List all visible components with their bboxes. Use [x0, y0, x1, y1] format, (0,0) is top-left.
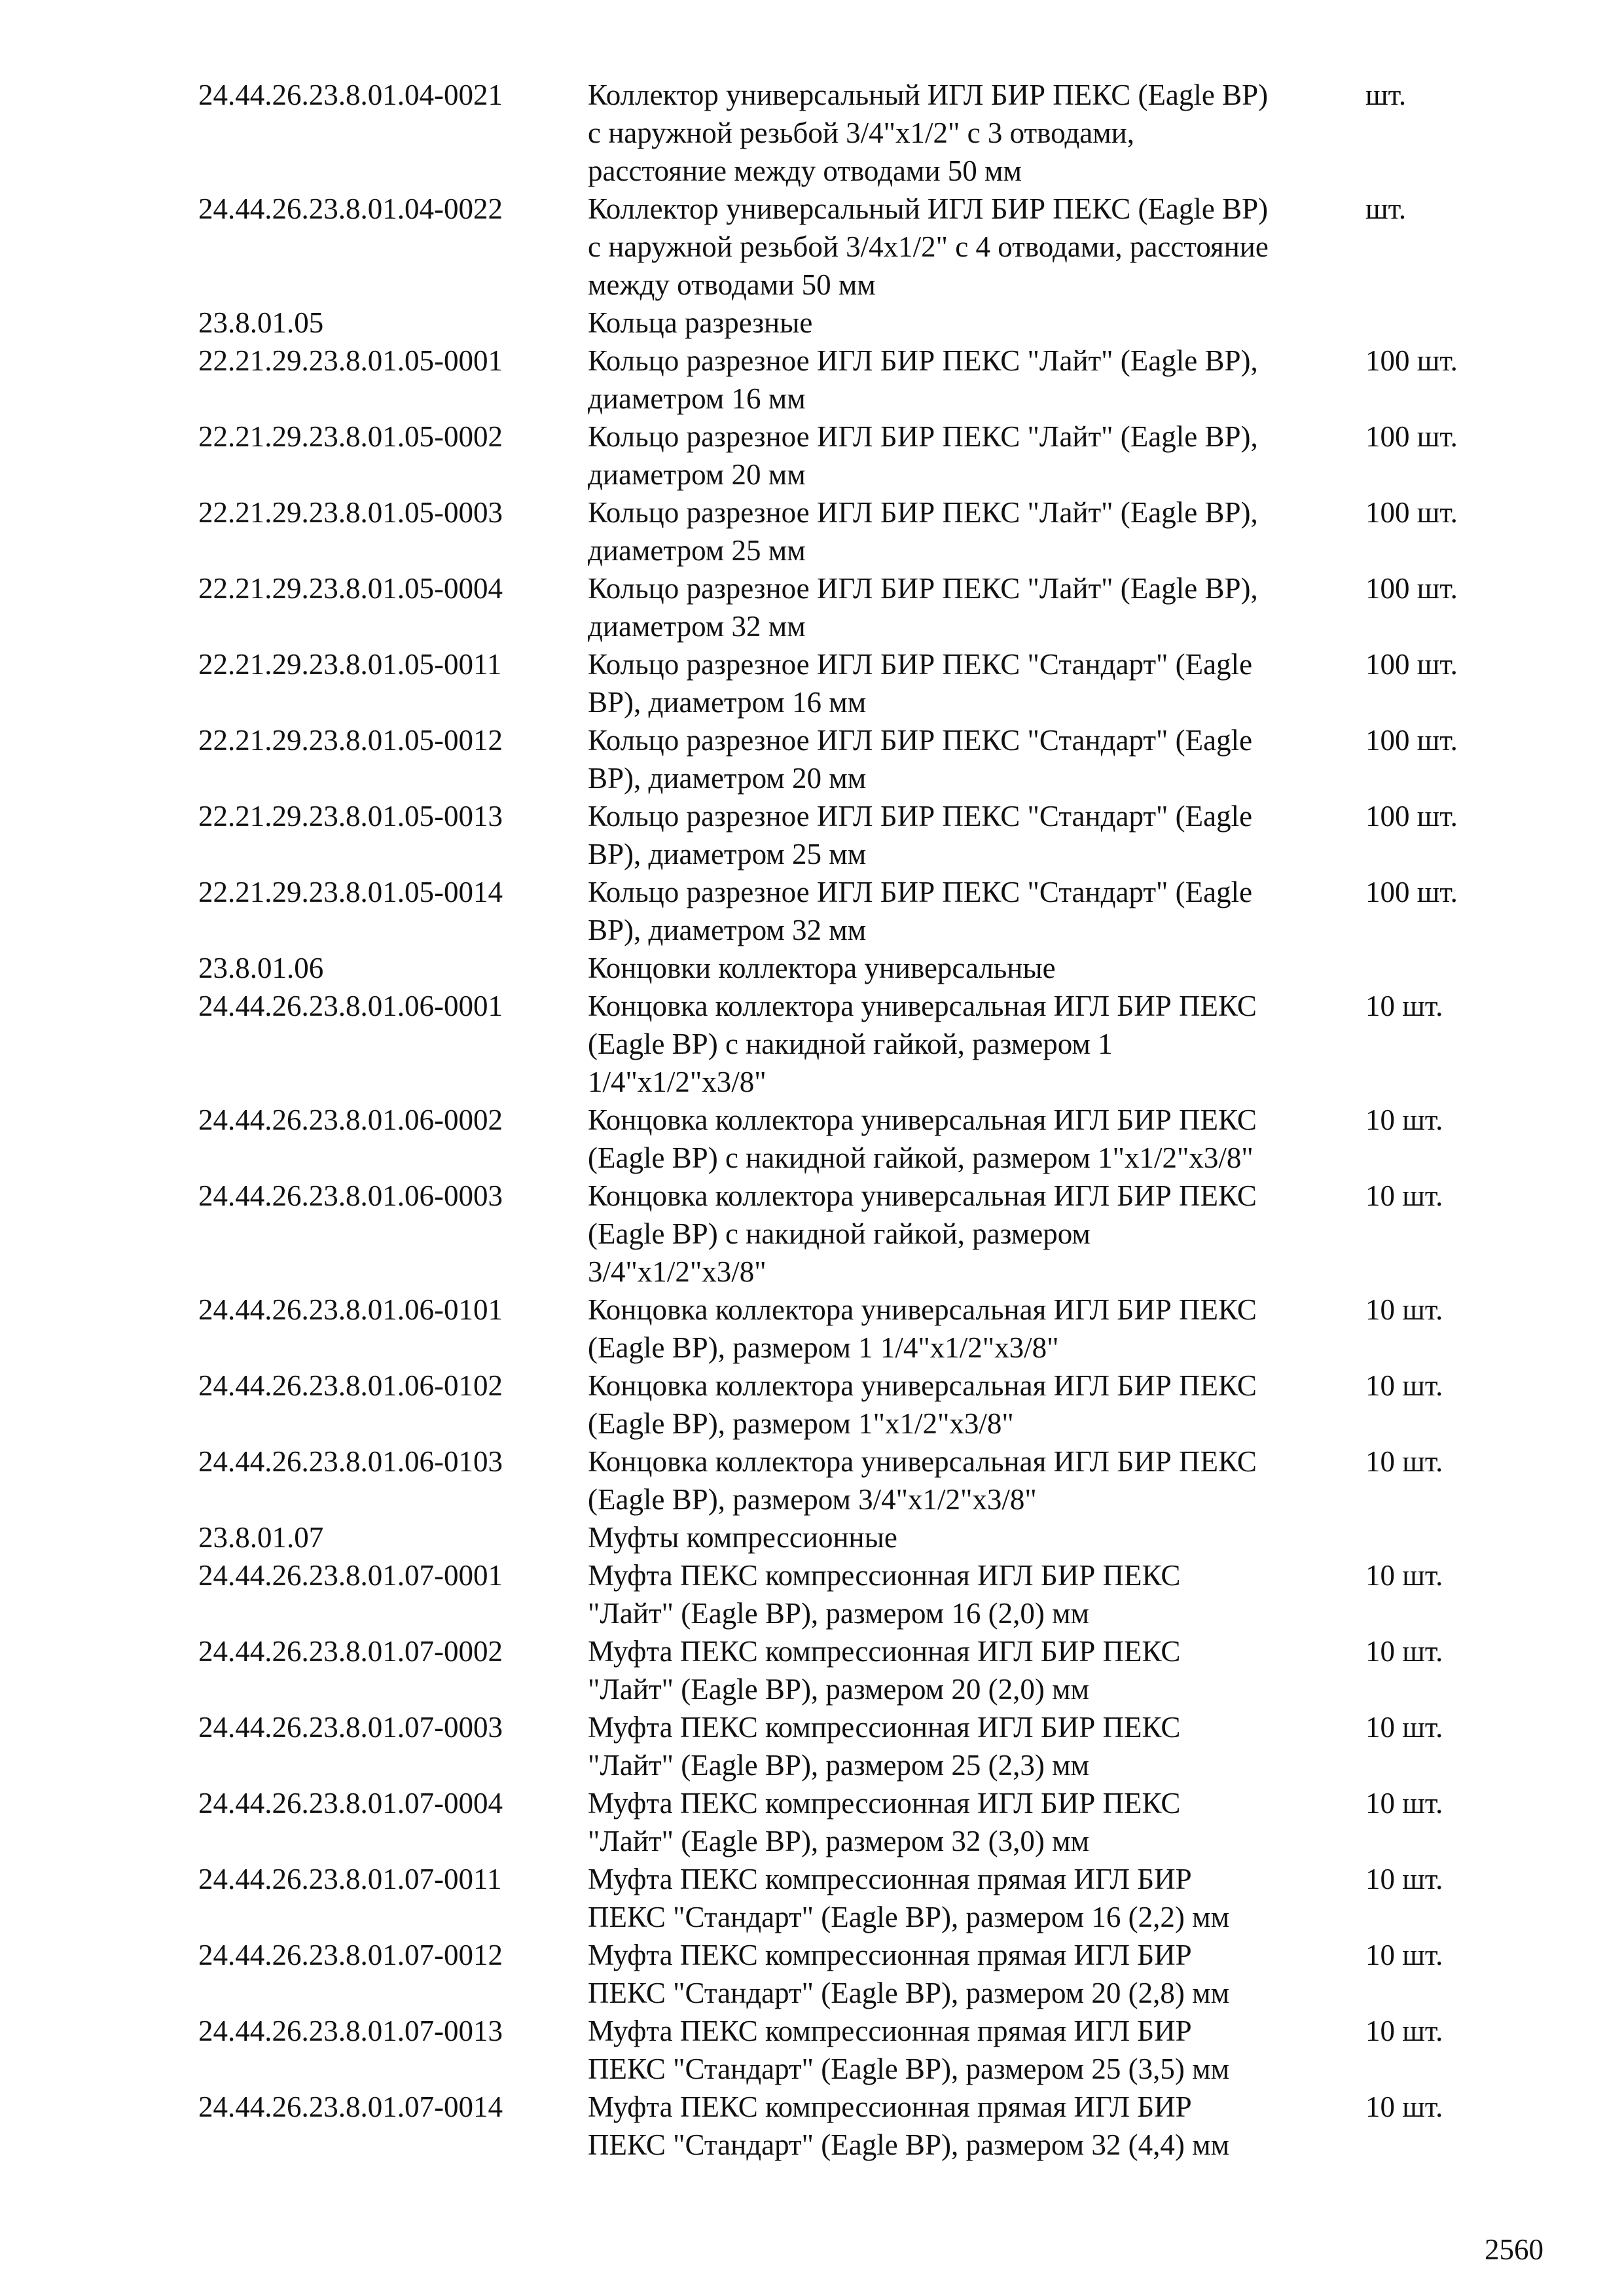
table-row: [198, 987, 1507, 1101]
item-code: 24.44.26.23.8.01.07-0014: [198, 2090, 503, 2123]
item-unit: 10 шт.: [1365, 2015, 1443, 2047]
item-description: [588, 76, 1365, 190]
description-line: ПЕКС "Стандарт" (Eagle BP), размером 25 (3,5) мм: [588, 2053, 1230, 2085]
description-line: Концовка коллектора универсальная ИГЛ БИР ПЕКС: [588, 1369, 1257, 1402]
table-row: [198, 949, 1507, 987]
table-row: [198, 1367, 1507, 1443]
item-code: 24.44.26.23.8.01.07-0012: [198, 1939, 503, 1971]
description-line: Кольцо разрезное ИГЛ БИР ПЕКС "Лайт" (Eagle BP),: [588, 496, 1258, 529]
item-code: 24.44.26.23.8.01.07-0013: [198, 2015, 503, 2047]
description-line: "Лайт" (Eagle BP), размером 32 (3,0) мм: [588, 1825, 1090, 1857]
table-row: [198, 1936, 1507, 2012]
item-unit: 10 шт.: [1365, 1445, 1443, 1478]
item-description: [588, 1784, 1365, 1860]
item-unit: шт.: [1365, 192, 1407, 225]
item-unit: 10 шт.: [1365, 1369, 1443, 1402]
item-code: 22.21.29.23.8.01.05-0002: [198, 420, 503, 453]
item-code: 24.44.26.23.8.01.06-0002: [198, 1103, 503, 1136]
item-description: [588, 1860, 1365, 1936]
item-unit: шт.: [1365, 79, 1407, 111]
description-line: Концовка коллектора универсальная ИГЛ БИР ПЕКС: [588, 1179, 1257, 1212]
description-line: Кольцо разрезное ИГЛ БИР ПЕКС "Стандарт" (Eagle: [588, 648, 1253, 681]
table-row: [198, 76, 1507, 190]
item-code: 22.21.29.23.8.01.05-0003: [198, 496, 503, 529]
item-description: [588, 493, 1365, 569]
item-code: 22.21.29.23.8.01.05-0001: [198, 344, 503, 377]
description-line: Концовка коллектора универсальная ИГЛ БИР ПЕКС: [588, 1293, 1257, 1326]
item-code: 22.21.29.23.8.01.05-0014: [198, 876, 503, 908]
description-line: (Eagle BP), размером 3/4"х1/2"х3/8": [588, 1483, 1037, 1516]
table-row: [198, 645, 1507, 721]
table-row: [198, 1556, 1507, 1632]
description-line: BP), диаметром 16 мм: [588, 686, 867, 719]
description-line: (Eagle BP) с накидной гайкой, размером: [588, 1217, 1091, 1250]
table-row: [198, 190, 1507, 304]
description-line: Концовка коллектора универсальная ИГЛ БИР ПЕКС: [588, 990, 1257, 1022]
table-row: [198, 2012, 1507, 2088]
item-unit: 10 шт.: [1365, 2090, 1443, 2123]
item-description: [588, 949, 1365, 987]
description-line: с наружной резьбой 3/4"х1/2" с 3 отводами,: [588, 117, 1135, 149]
description-line: ПЕКС "Стандарт" (Eagle BP), размером 32 (4,4) мм: [588, 2128, 1230, 2161]
item-unit: 10 шт.: [1365, 1711, 1443, 1744]
description-line: Муфта ПЕКС компрессионная прямая ИГЛ БИР: [588, 2015, 1192, 2047]
description-line: Концовка коллектора универсальная ИГЛ БИР ПЕКС: [588, 1445, 1257, 1478]
item-code: 24.44.26.23.8.01.07-0001: [198, 1559, 503, 1592]
item-code: 24.44.26.23.8.01.06-0003: [198, 1179, 503, 1212]
description-line: Кольцо разрезное ИГЛ БИР ПЕКС "Стандарт" (Eagle: [588, 724, 1253, 757]
description-line: Муфта ПЕКС компрессионная прямая ИГЛ БИР: [588, 1863, 1192, 1895]
description-line: Концовка коллектора универсальная ИГЛ БИР ПЕКС: [588, 1103, 1257, 1136]
table-row: [198, 1443, 1507, 1518]
table-row: [198, 342, 1507, 418]
table-row: [198, 721, 1507, 797]
item-code: 24.44.26.23.8.01.06-0103: [198, 1445, 503, 1478]
description-line: BP), диаметром 20 мм: [588, 762, 867, 795]
price-list-table: [198, 76, 1507, 2164]
description-line: Муфты компрессионные: [588, 1521, 897, 1554]
description-line: Муфта ПЕКС компрессионная ИГЛ БИР ПЕКС: [588, 1635, 1181, 1668]
description-line: ПЕКС "Стандарт" (Eagle BP), размером 20 (2,8) мм: [588, 1977, 1230, 2009]
description-line: 3/4"х1/2"х3/8": [588, 1255, 767, 1288]
table-row: [198, 1101, 1507, 1177]
item-description: [588, 1708, 1365, 1784]
description-line: (Eagle BP) с накидной гайкой, размером 1"х1/2"х3/8": [588, 1141, 1254, 1174]
item-code: 24.44.26.23.8.01.07-0004: [198, 1787, 503, 1820]
description-line: 1/4"х1/2"х3/8": [588, 1066, 767, 1098]
item-unit: 100 шт.: [1365, 420, 1458, 453]
description-line: (Eagle BP), размером 1 1/4"х1/2"х3/8": [588, 1331, 1059, 1364]
item-unit: 100 шт.: [1365, 876, 1458, 908]
item-description: [588, 190, 1365, 304]
item-code: 22.21.29.23.8.01.05-0011: [198, 648, 502, 681]
description-line: диаметром 16 мм: [588, 382, 806, 415]
item-unit: 100 шт.: [1365, 800, 1458, 833]
item-description: [588, 1936, 1365, 2012]
description-line: "Лайт" (Eagle BP), размером 16 (2,0) мм: [588, 1597, 1090, 1630]
item-code: 24.44.26.23.8.01.07-0011: [198, 1863, 502, 1895]
description-line: с наружной резьбой 3/4х1/2" с 4 отводами, расстояние: [588, 230, 1269, 263]
table-row: [198, 1518, 1507, 1556]
table-row: [198, 1291, 1507, 1367]
description-line: Муфта ПЕКС компрессионная прямая ИГЛ БИР: [588, 1939, 1192, 1971]
item-unit: 10 шт.: [1365, 1559, 1443, 1592]
page-number: 2560: [1485, 2233, 1543, 2266]
item-description: [588, 1518, 1365, 1556]
item-code: 23.8.01.06: [198, 952, 324, 984]
table-row: [198, 1784, 1507, 1860]
item-description: [588, 1443, 1365, 1518]
table-row: [198, 493, 1507, 569]
item-code: 23.8.01.07: [198, 1521, 324, 1554]
item-description: [588, 1632, 1365, 1708]
description-line: Муфта ПЕКС компрессионная ИГЛ БИР ПЕКС: [588, 1787, 1181, 1820]
item-unit: 10 шт.: [1365, 990, 1443, 1022]
item-code: 22.21.29.23.8.01.05-0004: [198, 572, 503, 605]
item-description: [588, 645, 1365, 721]
item-unit: 10 шт.: [1365, 1939, 1443, 1971]
description-line: Кольцо разрезное ИГЛ БИР ПЕКС "Лайт" (Eagle BP),: [588, 344, 1258, 377]
description-line: расстояние между отводами 50 мм: [588, 154, 1022, 187]
item-code: 24.44.26.23.8.01.06-0101: [198, 1293, 503, 1326]
item-unit: 100 шт.: [1365, 572, 1458, 605]
table-row: [198, 797, 1507, 873]
item-unit: 100 шт.: [1365, 724, 1458, 757]
item-description: [588, 1291, 1365, 1367]
description-line: между отводами 50 мм: [588, 268, 876, 301]
item-description: [588, 418, 1365, 493]
description-line: Муфта ПЕКС компрессионная ИГЛ БИР ПЕКС: [588, 1711, 1181, 1744]
description-line: диаметром 25 мм: [588, 534, 806, 567]
item-description: [588, 873, 1365, 949]
item-unit: 10 шт.: [1365, 1787, 1443, 1820]
item-description: [588, 1556, 1365, 1632]
item-code: 24.44.26.23.8.01.06-0001: [198, 990, 503, 1022]
item-unit: 10 шт.: [1365, 1103, 1443, 1136]
item-code: 24.44.26.23.8.01.07-0002: [198, 1635, 503, 1668]
item-description: [588, 797, 1365, 873]
item-description: [588, 2088, 1365, 2164]
description-line: (Eagle BP), размером 1"х1/2"х3/8": [588, 1407, 1014, 1440]
item-description: [588, 987, 1365, 1101]
item-code: 23.8.01.05: [198, 306, 324, 339]
description-line: диаметром 32 мм: [588, 610, 806, 643]
table-row: [198, 1708, 1507, 1784]
description-line: Кольцо разрезное ИГЛ БИР ПЕКС "Лайт" (Eagle BP),: [588, 572, 1258, 605]
item-description: [588, 304, 1365, 342]
item-code: 24.44.26.23.8.01.07-0003: [198, 1711, 503, 1744]
item-unit: 10 шт.: [1365, 1635, 1443, 1668]
item-description: [588, 1177, 1365, 1291]
description-line: (Eagle BP) с накидной гайкой, размером 1: [588, 1028, 1113, 1060]
item-unit: 10 шт.: [1365, 1179, 1443, 1212]
item-description: [588, 569, 1365, 645]
description-line: BP), диаметром 32 мм: [588, 914, 867, 946]
description-line: Кольцо разрезное ИГЛ БИР ПЕКС "Стандарт" (Eagle: [588, 800, 1253, 833]
item-unit: 10 шт.: [1365, 1863, 1443, 1895]
description-line: Коллектор универсальный ИГЛ БИР ПЕКС (Eagle BP): [588, 192, 1269, 225]
item-description: [588, 1367, 1365, 1443]
item-description: [588, 721, 1365, 797]
description-line: ПЕКС "Стандарт" (Eagle BP), размером 16 (2,2) мм: [588, 1901, 1230, 1933]
table-row: [198, 1177, 1507, 1291]
item-code: 24.44.26.23.8.01.04-0022: [198, 192, 503, 225]
description-line: Кольца разрезные: [588, 306, 813, 339]
table-row: [198, 1860, 1507, 1936]
table-row: [198, 2088, 1507, 2164]
description-line: Кольцо разрезное ИГЛ БИР ПЕКС "Лайт" (Eagle BP),: [588, 420, 1258, 453]
item-description: [588, 2012, 1365, 2088]
item-unit: 100 шт.: [1365, 648, 1458, 681]
description-line: Коллектор универсальный ИГЛ БИР ПЕКС (Eagle BP): [588, 79, 1269, 111]
table-row: [198, 304, 1507, 342]
table-row: [198, 569, 1507, 645]
description-line: BP), диаметром 25 мм: [588, 838, 867, 870]
description-line: Муфта ПЕКС компрессионная ИГЛ БИР ПЕКС: [588, 1559, 1181, 1592]
description-line: Концовки коллектора универсальные: [588, 952, 1056, 984]
description-line: "Лайт" (Eagle BP), размером 20 (2,0) мм: [588, 1673, 1090, 1706]
item-description: [588, 342, 1365, 418]
table-row: [198, 873, 1507, 949]
description-line: "Лайт" (Eagle BP), размером 25 (2,3) мм: [588, 1749, 1090, 1782]
item-description: [588, 1101, 1365, 1177]
description-line: Муфта ПЕКС компрессионная прямая ИГЛ БИР: [588, 2090, 1192, 2123]
item-code: 22.21.29.23.8.01.05-0013: [198, 800, 503, 833]
item-unit: 10 шт.: [1365, 1293, 1443, 1326]
table-row: [198, 1632, 1507, 1708]
item-code: 24.44.26.23.8.01.04-0021: [198, 79, 503, 111]
table-row: [198, 418, 1507, 493]
item-unit: 100 шт.: [1365, 344, 1458, 377]
item-code: 22.21.29.23.8.01.05-0012: [198, 724, 503, 757]
item-unit: 100 шт.: [1365, 496, 1458, 529]
description-line: диаметром 20 мм: [588, 458, 806, 491]
item-code: 24.44.26.23.8.01.06-0102: [198, 1369, 503, 1402]
description-line: Кольцо разрезное ИГЛ БИР ПЕКС "Стандарт" (Eagle: [588, 876, 1253, 908]
